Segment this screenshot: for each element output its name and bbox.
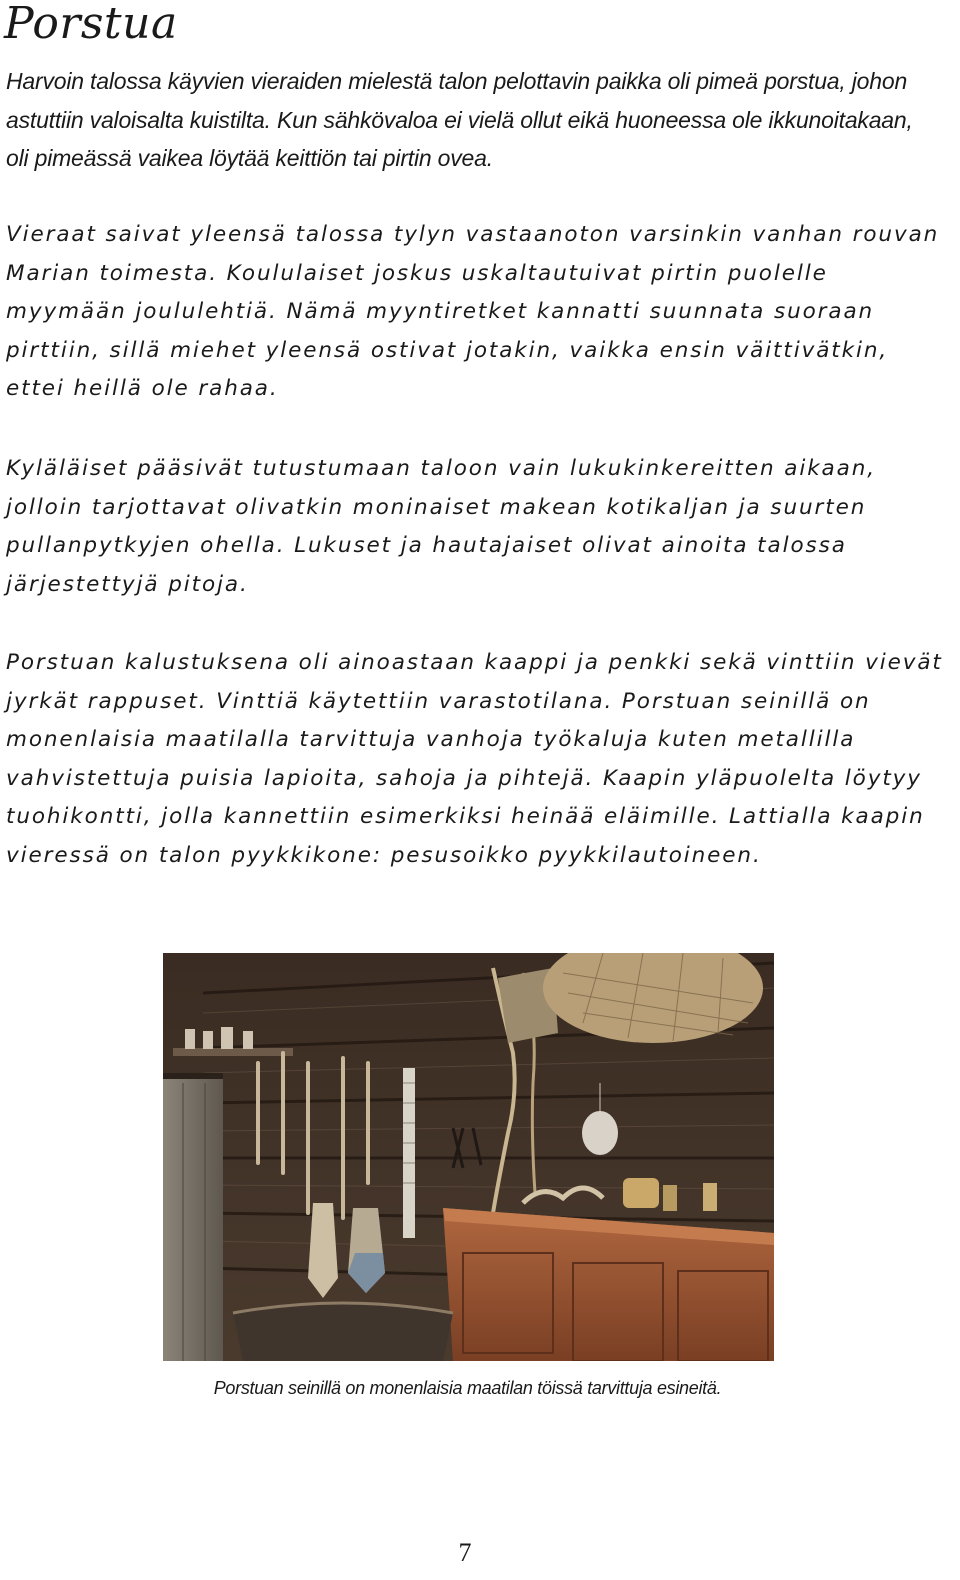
page-title: Porstua	[4, 0, 178, 49]
porstua-photo	[163, 953, 774, 1361]
body-paragraph-2: Kyläläiset pääsivät tutustumaan taloon vain lukukinkereitten aikaan, jolloin tarjottavat olivatkin moninaiset makean kotikaljan ja suurten pullanpytkyjen ohella. Lukuset ja hautajaiset olivat ainoita talossa järjestettyjä pitoja.	[6, 456, 876, 597]
photo-caption: Porstuan seinillä on monenlaisia maatilan töissä tarvittuja esineitä.	[213, 1378, 722, 1398]
body-paragraph-3: Porstuan kalustuksena oli ainoastaan kaappi ja penkki sekä vinttiin vievät jyrkät rappuset. Vinttiä käytettiin varastotilana. Porstuan seinillä on monenlaisia maatilalla tarvittuja vanhoja työkaluja kuten metallilla vahvistettuja puisia lapioita, sahoja ja pihtejä. Kaapin yläpuolelta löytyy tuohikontti, jolla kannettiin esimerkiksi heinää eläimille. Lattialla kaapin vieressä on talon pyykkikone: pesusoikko pyykkilautoineen.	[6, 650, 943, 868]
intro-paragraph: Harvoin talossa käyvien vieraiden mielestä talon pelottavin paikka oli pimeä porstua, johon astuttiin valoisalta kuistilta. Kun sähkövaloa ei vielä ollut eikä huoneessa ole ikkunoitakaan, oli pimeässä vaikea löytää keittiön tai pirtin ovea.	[6, 68, 913, 171]
page-number: 7	[458, 1538, 472, 1567]
body-paragraph-1: Vieraat saivat yleensä talossa tylyn vastaanoton varsinkin vanhan rouvan Marian toimesta. Koululaiset joskus uskaltautuivat pirtin puolelle myymään joululehtiä. Nämä myyntiretket kannatti suunnata suoraan pirttiin, sillä miehet yleensä ostivat jotakin, vaikka ensin väittivätkin, ettei heillä ole rahaa.	[6, 222, 940, 402]
